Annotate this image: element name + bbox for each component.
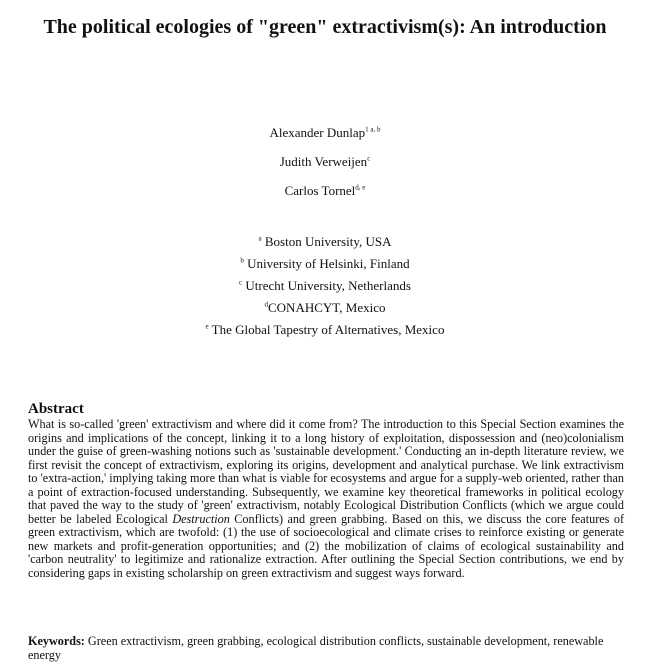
keywords-block bbox=[28, 634, 624, 662]
affiliation-line bbox=[0, 322, 650, 344]
affiliation-marker: c bbox=[239, 278, 243, 287]
author-line bbox=[0, 182, 650, 211]
affiliation-marker: b bbox=[240, 256, 244, 265]
affiliation-line bbox=[0, 256, 650, 278]
affiliation-text: University of Helsinki, Finland bbox=[247, 256, 410, 271]
affiliation-list bbox=[0, 234, 650, 344]
author-line bbox=[0, 153, 650, 182]
author-name: Judith Verweijen bbox=[279, 154, 368, 169]
author-affiliation-marker: c bbox=[367, 154, 371, 163]
affiliation-marker: e bbox=[205, 322, 209, 331]
keywords-text: Green extractivism, green grabbing, ecological distribution conflicts, sustainable development, renewable energy bbox=[28, 634, 604, 662]
affiliation-line bbox=[0, 234, 650, 256]
abstract-emphasis: Destruction bbox=[172, 511, 230, 526]
affiliation-marker: a bbox=[258, 234, 262, 243]
paper-title: The political ecologies of "green" extractivism(s): An introduction bbox=[43, 16, 607, 38]
affiliation-text: Boston University, USA bbox=[264, 234, 392, 249]
author-line bbox=[0, 124, 650, 153]
abstract-heading: Abstract bbox=[28, 401, 84, 417]
affiliation-text: CONAHCYT, Mexico bbox=[268, 300, 386, 315]
affiliation-text: Utrecht University, Netherlands bbox=[245, 278, 411, 293]
affiliation-marker: d bbox=[264, 300, 268, 309]
affiliation-line bbox=[0, 278, 650, 300]
affiliation-line bbox=[0, 300, 650, 322]
author-affiliation-marker: d, e bbox=[355, 183, 366, 192]
abstract-body bbox=[28, 418, 624, 580]
author-name: Alexander Dunlap bbox=[269, 125, 366, 140]
author-affiliation-marker: 1 a, b bbox=[365, 125, 381, 134]
abstract-text: Conflicts) and green grabbing. Based on this, we discuss the core features of green extractivism, which are twofold: (1) the use of socioecological and climate crises to reinforce existing or generate new markets and profit-generation opportunities; and (2) the mobilization of claims of ecological sustainability and 'carbon neutrality' to legitimize and rationalize extraction. After outlining the Special Section contributions, we end by considering gaps in existing scholarship on green extractivism and suggest ways forward. bbox=[28, 511, 625, 580]
affiliation-text: The Global Tapestry of Alternatives, Mexico bbox=[211, 322, 445, 337]
author-list bbox=[0, 124, 650, 211]
keywords-label: Keywords: bbox=[28, 634, 85, 648]
abstract-text: What is so-called 'green' extractivism and where did it come from? The introduction to this Special Section examines the origins and implications of the concept, linking it to a long history of exploitation, dispossession and (neo)colonialism under the guise of green-washing notions such as 'sustainable development.' Conducting an in-depth literature review, we first revisit the concept of extractivism, exploring its origins, development and analytical purchase. We link extractivism to 'extra-action,' implying taking more than what is viable for ecosystems and argue for a supply-web oriented, rather than a point of extraction-focused understanding. Subsequently, we examine key theoretical frameworks in political ecology that paved the way to the study of 'green' extractivism, notably Ecological Distribution Conflicts (which we argue could better be labeled Ecological bbox=[28, 417, 624, 526]
author-name: Carlos Tornel bbox=[284, 183, 356, 198]
